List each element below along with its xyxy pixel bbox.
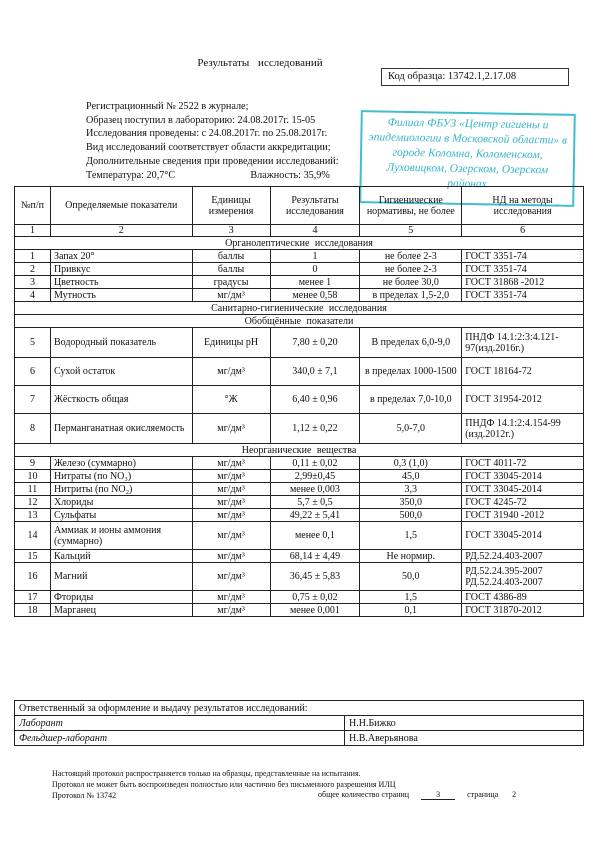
row-indicator: Магний [50, 563, 192, 591]
table-row [15, 496, 584, 509]
table-row [15, 591, 584, 604]
col-num: 4 [270, 225, 360, 237]
row-norm: не более 2-3 [360, 250, 462, 263]
footer-line1: Настоящий протокол распространяется только на образцы, представленные на испытания. [52, 769, 361, 778]
column-number-row [15, 225, 584, 237]
row-result: менее 0,003 [270, 483, 360, 496]
total-pages-label: общее количество страниц [318, 790, 410, 799]
total-pages: 3 [421, 790, 455, 800]
row-num: 12 [15, 496, 51, 509]
table-row [15, 522, 584, 550]
row-unit: мг/дм³ [192, 483, 270, 496]
table-row [15, 550, 584, 563]
col-num: 2 [50, 225, 192, 237]
row-num: 3 [15, 276, 51, 289]
row-unit: мг/дм³ [192, 522, 270, 550]
row-indicator: Мутность [50, 289, 192, 302]
row-norm: 500,0 [360, 509, 462, 522]
table-row [15, 457, 584, 470]
col-header-unit: Единицы измерения [192, 187, 270, 225]
section-row [15, 237, 584, 250]
row-unit: баллы [192, 263, 270, 276]
row-norm: не более 30,0 [360, 276, 462, 289]
row-result: 6,40 ± 0,96 [270, 386, 360, 414]
row-method: РД.52.24.403-2007 [462, 550, 584, 563]
row-num: 1 [15, 250, 51, 263]
feld-role: Фельдшер-лаборант [15, 731, 345, 746]
footer-protocol: Протокол № 13742 [52, 791, 117, 800]
table-row [15, 276, 584, 289]
row-indicator: Нитраты (по NO₃) [50, 470, 192, 483]
table-row [15, 509, 584, 522]
row-method: ГОСТ 4386-89 [462, 591, 584, 604]
row-norm: в пределах 7,0-10,0 [360, 386, 462, 414]
row-unit: мг/дм³ [192, 470, 270, 483]
row-method: ПНДФ 14.1:2:3:4.121-97(изд.2016г.) [462, 328, 584, 358]
row-indicator: Привкус [50, 263, 192, 276]
row-method: ПНДФ 14.1:2:4.154-99 (изд.2012г.) [462, 414, 584, 444]
row-unit: баллы [192, 250, 270, 263]
row-norm: 5,0-7,0 [360, 414, 462, 444]
row-num: 8 [15, 414, 51, 444]
row-norm: 50,0 [360, 563, 462, 591]
row-method: ГОСТ 18164-72 [462, 358, 584, 386]
meta-extra: Дополнительные сведения при проведении исследований: [86, 155, 339, 167]
row-norm: в пределах 1,5-2,0 [360, 289, 462, 302]
table-body [15, 237, 584, 617]
responsible-table [14, 700, 584, 746]
row-result: 68,14 ± 4,49 [270, 550, 360, 563]
lab-name: Н.Н.Бижко [345, 716, 584, 731]
row-result: 0 [270, 263, 360, 276]
row-indicator: Хлориды [50, 496, 192, 509]
table-row [15, 604, 584, 617]
row-num: 9 [15, 457, 51, 470]
row-indicator: Кальций [50, 550, 192, 563]
section-title: Органолептические исследования [15, 237, 584, 250]
col-num: 1 [15, 225, 51, 237]
row-indicator: Сульфаты [50, 509, 192, 522]
col-header-result: Результаты исследования [270, 187, 360, 225]
col-header-indicator: Определяемые показатели [50, 187, 192, 225]
row-result: менее 0,001 [270, 604, 360, 617]
row-method: ГОСТ 4245-72 [462, 496, 584, 509]
meta-block [86, 100, 386, 182]
col-num: 5 [360, 225, 462, 237]
meta-received: Образец поступил в лабораторию: 24.08.2017г. 15-05 [86, 114, 316, 126]
row-indicator: Железо (суммарно) [50, 457, 192, 470]
row-unit: Единицы pH [192, 328, 270, 358]
row-norm: в пределах 1000-1500 [360, 358, 462, 386]
row-result: 36,45 ± 5,83 [270, 563, 360, 591]
row-method: ГОСТ 33045-2014 [462, 522, 584, 550]
footer-line2: Протокол не может быть воспроизведен полностью или частично без письменного разрешения ИЛЦ [52, 780, 396, 789]
meta-period: Исследования проведены: с 24.08.2017г. по 25.08.2017г. [86, 128, 328, 140]
row-result: 340,0 ± 7,1 [270, 358, 360, 386]
row-indicator: Цветность [50, 276, 192, 289]
row-num: 14 [15, 522, 51, 550]
row-unit: мг/дм³ [192, 358, 270, 386]
table-row [15, 358, 584, 386]
row-unit: градусы [192, 276, 270, 289]
row-unit: мг/дм³ [192, 289, 270, 302]
meta-reg: Регистрационный № 2522 в журнале; [86, 101, 249, 112]
row-result: 2,99±0,45 [270, 470, 360, 483]
row-result: менее 0,1 [270, 522, 360, 550]
col-header-norm: Гигиенические нормативы, не более [360, 187, 462, 225]
section-title: Санитарно-гигиенические исследования [15, 302, 584, 315]
table-row [15, 414, 584, 444]
row-norm: 1,5 [360, 522, 462, 550]
table-row [15, 263, 584, 276]
row-num: 2 [15, 263, 51, 276]
row-indicator: Водородный показатель [50, 328, 192, 358]
page-label: страница [467, 790, 499, 799]
row-result: 5,7 ± 0,5 [270, 496, 360, 509]
row-result: 49,22 ± 5,41 [270, 509, 360, 522]
row-method: ГОСТ 31868 -2012 [462, 276, 584, 289]
row-indicator: Фториды [50, 591, 192, 604]
table-row [15, 386, 584, 414]
row-indicator: Жёсткость общая [50, 386, 192, 414]
row-indicator: Запах 20° [50, 250, 192, 263]
row-num: 6 [15, 358, 51, 386]
row-result: 1,12 ± 0,22 [270, 414, 360, 444]
meta-temperature: Температура: 20,7°С [86, 169, 176, 181]
row-result: менее 0,58 [270, 289, 360, 302]
table-row [15, 289, 584, 302]
table-row [15, 250, 584, 263]
row-result: 7,80 ± 0,20 [270, 328, 360, 358]
row-method: ГОСТ 3351-74 [462, 250, 584, 263]
row-norm: В пределах 6,0-9,0 [360, 328, 462, 358]
row-unit: мг/дм³ [192, 496, 270, 509]
row-result: 0,11 ± 0,02 [270, 457, 360, 470]
row-num: 16 [15, 563, 51, 591]
page-number: 2 [512, 790, 517, 799]
row-norm: 0,3 (1,0) [360, 457, 462, 470]
responsible-title: Ответственный за оформление и выдачу результатов исследований: [15, 701, 584, 716]
feld-name: Н.В.Аверьянова [345, 731, 584, 746]
table-row [15, 483, 584, 496]
table-row [15, 563, 584, 591]
row-method: ГОСТ 3351-74 [462, 263, 584, 276]
row-method: ГОСТ 33045-2014 [462, 483, 584, 496]
row-norm: Не нормир. [360, 550, 462, 563]
results-table [14, 186, 584, 617]
row-num: 11 [15, 483, 51, 496]
col-header-method: НД на методы исследования [462, 187, 584, 225]
row-indicator: Аммиак и ионы аммония (суммарно) [50, 522, 192, 550]
row-indicator: Сухой остаток [50, 358, 192, 386]
meta-conditions [86, 169, 386, 183]
section-row [15, 444, 584, 457]
page-title: Результаты исследований [197, 57, 323, 69]
row-norm: 3,3 [360, 483, 462, 496]
col-num: 3 [192, 225, 270, 237]
section-row [15, 302, 584, 315]
row-result: 1 [270, 250, 360, 263]
row-norm: 1,5 [360, 591, 462, 604]
row-unit: °Ж [192, 386, 270, 414]
row-method: ГОСТ 31954-2012 [462, 386, 584, 414]
row-norm: 0,1 [360, 604, 462, 617]
section-row [15, 315, 584, 328]
row-num: 13 [15, 509, 51, 522]
row-norm: 45,0 [360, 470, 462, 483]
col-header-num: №п/п [15, 187, 51, 225]
page-counter [318, 790, 516, 800]
table-header-row [15, 187, 584, 225]
row-indicator: Марганец [50, 604, 192, 617]
row-unit: мг/дм³ [192, 457, 270, 470]
col-num: 6 [462, 225, 584, 237]
row-unit: мг/дм³ [192, 604, 270, 617]
row-result: 0,75 ± 0,02 [270, 591, 360, 604]
row-method: ГОСТ 33045-2014 [462, 470, 584, 483]
section-title: Неорганические вещества [15, 444, 584, 457]
row-result: менее 1 [270, 276, 360, 289]
row-num: 10 [15, 470, 51, 483]
meta-humidity: Влажность: 35,9% [250, 169, 330, 181]
row-unit: мг/дм³ [192, 414, 270, 444]
row-num: 15 [15, 550, 51, 563]
row-indicator: Нитриты (по NO₂) [50, 483, 192, 496]
row-norm: 350,0 [360, 496, 462, 509]
row-indicator: Перманганатная окисляемость [50, 414, 192, 444]
row-method: ГОСТ 31940 -2012 [462, 509, 584, 522]
row-method: ГОСТ 31870-2012 [462, 604, 584, 617]
section-title: Обобщённые показатели [15, 315, 584, 328]
row-method: ГОСТ 4011-72 [462, 457, 584, 470]
row-method: РД.52.24.395-2007 РД.52.24.403-2007 [462, 563, 584, 591]
organization-stamp: Филиал ФБУЗ «Центр гигиены и эпидемиологии в Московской области» в городе Коломна, Коломенском, Луховицком, Озерском, Озерском районах [359, 110, 576, 207]
row-num: 18 [15, 604, 51, 617]
row-unit: мг/дм³ [192, 509, 270, 522]
row-method: ГОСТ 3351-74 [462, 289, 584, 302]
sample-code-box: Код образца: 13742.1,2.17.08 [381, 68, 569, 86]
row-num: 7 [15, 386, 51, 414]
lab-role: Лаборант [15, 716, 345, 731]
row-num: 17 [15, 591, 51, 604]
row-num: 4 [15, 289, 51, 302]
row-unit: мг/дм³ [192, 591, 270, 604]
row-num: 5 [15, 328, 51, 358]
row-unit: мг/дм³ [192, 563, 270, 591]
table-row [15, 470, 584, 483]
row-norm: не более 2-3 [360, 263, 462, 276]
table-row [15, 328, 584, 358]
row-unit: мг/дм³ [192, 550, 270, 563]
meta-accreditation: Вид исследований соответствует области аккредитации; [86, 142, 331, 154]
